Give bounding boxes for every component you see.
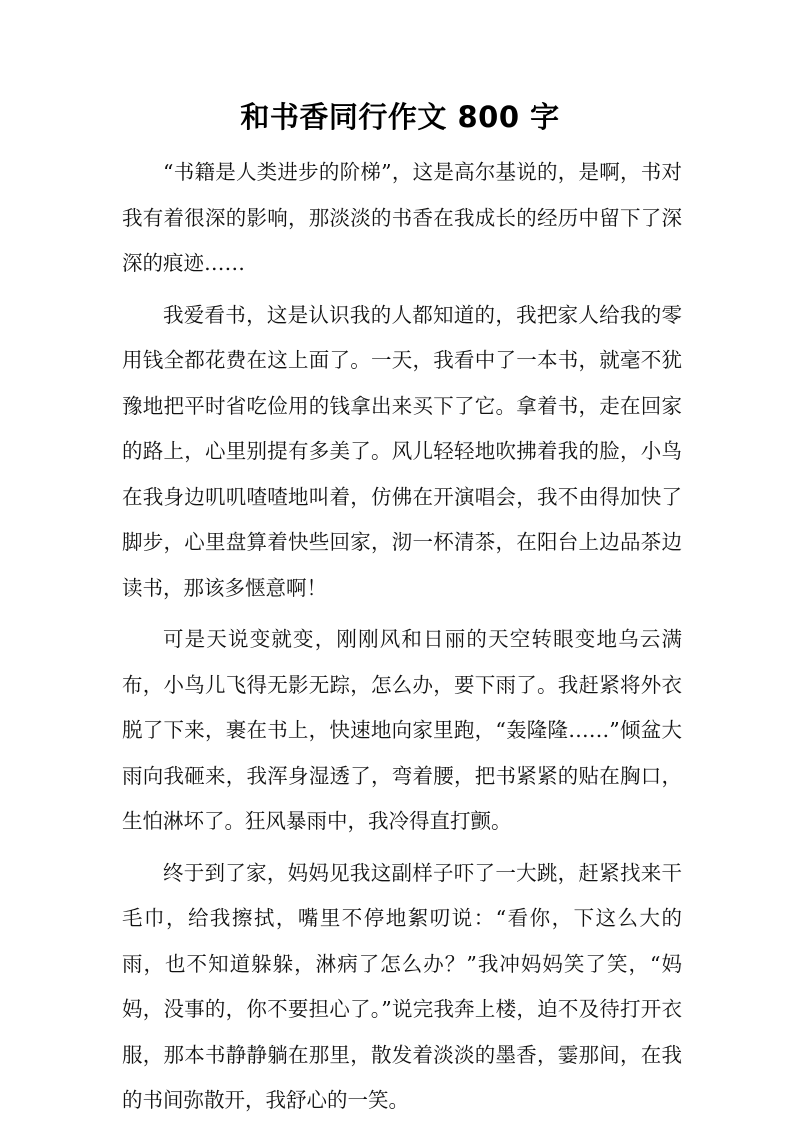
document-title: 和书香同行作文 800 字 bbox=[240, 100, 560, 134]
paragraph-1: “书籍是人类进步的阶梯”，这是高尔基说的，是啊，书对我有着很深的影响，那淡淡的书香在我成长的经历中留下了深深的痕迹…… bbox=[122, 160, 682, 275]
paragraph-2: 我爱看书，这是认识我的人都知道的，我把家人给我的零用钱全都花费在这上面了。一天，我看中了一本书，就毫不犹豫地把平时省吃俭用的钱拿出来买下了它。拿着书，走在回家的路上，心里别提有多美了。风儿轻轻地吹拂着我的脸，小鸟在我身边叽叽喳喳地叫着，仿佛在开演唱会，我不由得加快了脚步，心里盘算着快些回家，沏一杯清茶，在阳台上边品茶边读书，那该多惬意啊！ bbox=[122, 302, 682, 600]
paragraph-4: 终于到了家，妈妈见我这副样子吓了一大跳，赶紧找来干毛巾，给我擦拭，嘴里不停地絮叨说：“看你，下这么大的雨，也不知道躲躲，淋病了怎么办？”我冲妈妈笑了笑，“妈妈，没事的，你不要担心了。”说完我奔上楼，迫不及待打开衣服，那本书静静躺在那里，散发着淡淡的墨香，霎那间，在我的书间弥散开，我舒心的一笑。 bbox=[122, 860, 682, 1112]
essay-body bbox=[122, 150, 682, 1130]
paragraph-3: 可是天说变就变，刚刚风和日丽的天空转眼变地乌云满布，小鸟儿飞得无影无踪，怎么办，要下雨了。我赶紧将外衣脱了下来，裹在书上，快速地向家里跑，“轰隆隆……”倾盆大雨向我砸来，我浑身湿透了，弯着腰，把书紧紧的贴在胸口，生怕淋坏了。狂风暴雨中，我冷得直打颤。 bbox=[122, 627, 682, 833]
